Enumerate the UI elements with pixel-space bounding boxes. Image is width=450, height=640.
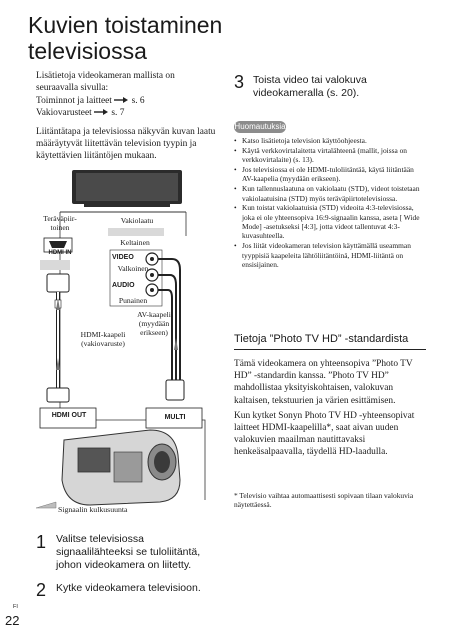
note-item: • Jos liität videokameran television käyttämällä useamman tyyppisiä kaapeleita lähtöliitäntöinä, HDMI-liitäntä on ensisijainen. xyxy=(234,241,426,269)
page-number: 22 xyxy=(5,613,20,628)
label-hd-tv xyxy=(36,214,84,232)
section-divider xyxy=(234,349,426,350)
intro-line4-prefix: Vakiovarusteet xyxy=(36,108,92,119)
label-av-cable-line3: erikseen) xyxy=(140,328,168,337)
section-footnote: * Televisio vaihtaa automaattisesti sopivaan tilaan valokuvia näytettäessä. xyxy=(234,491,414,510)
step-3-line2: videokameralla (s. 20). xyxy=(253,87,360,99)
label-yellow: Keltainen xyxy=(120,238,150,247)
camcorder-icon xyxy=(62,430,180,505)
signal-legend-arrow-icon xyxy=(36,502,56,508)
label-standard: Vakiolaatu xyxy=(120,216,154,225)
label-red: Punainen xyxy=(118,296,148,305)
note-item: • Katso lisätietoja television käyttöohjeesta. xyxy=(234,136,426,145)
label-av-cable-line1: AV-kaapeli xyxy=(137,310,171,319)
section-title: Tietoja ”Photo TV HD” -standardista xyxy=(234,333,409,345)
section-body xyxy=(234,358,424,462)
step-1-line2: signaalilähteeksi se tuloliitäntä, xyxy=(56,546,201,558)
step-3-number: 3 xyxy=(234,72,245,92)
intro-line1: Lisätietoja videokameran mallista on xyxy=(36,71,175,81)
note-item: • Jos televisiossa ei ole HDMI-tuloliitäntää, käytä liitäntään AV-kaapelia (myydään erikseen). xyxy=(234,165,426,184)
label-hdmi-cable-line2: (vakiovaruste) xyxy=(81,339,125,348)
note-item: • Kun tallennuslaatuna on vakiolaatu (STD), videot toistetaan vakiolaatuisina (STD) myös teräväpiirtotelevisiossa. xyxy=(234,184,426,203)
intro-line4-suffix: s. 7 xyxy=(111,108,125,119)
intro-paragraph-2: Liitäntätapa ja televisiossa näkyvän kuvan laatu määräytyvät liitettävän television tyypin ja käytettävien liitäntöjen mukaan. xyxy=(36,126,216,162)
note-item: • Käytä verkkovirtalaitetta virtalähteenä (mallit, joissa on verkkovirtalaite) (s. 13). xyxy=(234,146,426,165)
step-2-number: 2 xyxy=(36,580,47,600)
intro-line2: seuraavalla sivulla: xyxy=(36,83,109,94)
port-audio: AUDIO xyxy=(112,282,135,289)
intro-line3-prefix: Toiminnot ja laitteet xyxy=(36,95,112,106)
step-1-text xyxy=(56,533,226,572)
port-hdmi-in: HDMI IN xyxy=(48,250,72,256)
step-3-line1: Toista video tai valokuva xyxy=(253,74,367,86)
intro-line3-suffix: s. 6 xyxy=(131,95,145,106)
label-hd-tv-line2: toinen xyxy=(50,223,70,232)
port-video: VIDEO xyxy=(112,254,134,261)
signal-legend-label: Signaalin kulkusuunta xyxy=(58,505,128,514)
step-2-text: Kytke videokamera televisioon. xyxy=(56,582,201,594)
section-paragraph-1: Tämä videokamera on yhteensopiva ”Photo TV HD” -standardin kanssa. ”Photo TV HD” mahdollistaa yksityiskohtaisen, valokuvan kaltaisen, tekstuurien ja värien esittämisen. xyxy=(234,359,413,406)
signal-arrow-icon xyxy=(174,338,178,350)
step-3-text xyxy=(253,74,423,100)
notes-badge: Huomautuksia xyxy=(234,122,286,131)
label-av-cable-line2: (myydään xyxy=(138,319,170,328)
port-hdmi-out: HDMI OUT xyxy=(51,412,87,419)
step-1-number: 1 xyxy=(36,532,47,552)
label-hdmi-cable-line1: HDMI-kaapeli xyxy=(80,330,126,339)
tv-icon xyxy=(72,170,182,207)
page-title-line2: televisiossa xyxy=(28,38,147,64)
section-paragraph-2: Kun kytket Sonyn Photo TV HD -yhteensopivat laitteet HDMI-kaapelilla*, saat aivan uuden valokuvien maailman nautittavaksi henkeäsalpaavalla, täydellä HD-laadulla. xyxy=(234,410,415,458)
port-multi: MULTI xyxy=(164,414,186,421)
page-title-line1: Kuvien toistaminen xyxy=(28,12,223,38)
label-white: Valkoinen xyxy=(117,264,149,273)
notes-list xyxy=(234,136,426,270)
page-language: FI xyxy=(13,604,18,610)
note-item: • Kun toistat vakiolaatuisia (STD) videoita 4:3-televisiossa, joka ei ole yhteensopiva 16:9-signaalin kanssa, aseta [ Wide Mode] -asetukseksi [4:3], jotta videot tallentuvat 4:3-kuvasuhteella. xyxy=(234,203,426,240)
label-av-cable xyxy=(124,310,184,337)
hdmi-cable-icon xyxy=(47,274,69,402)
step-1-line3: johon videokamera on liitetty. xyxy=(56,559,192,571)
step-1-line1: Valitse televisiossa xyxy=(56,533,144,545)
label-hd-tv-line1: Teräväpiir- xyxy=(43,214,77,223)
